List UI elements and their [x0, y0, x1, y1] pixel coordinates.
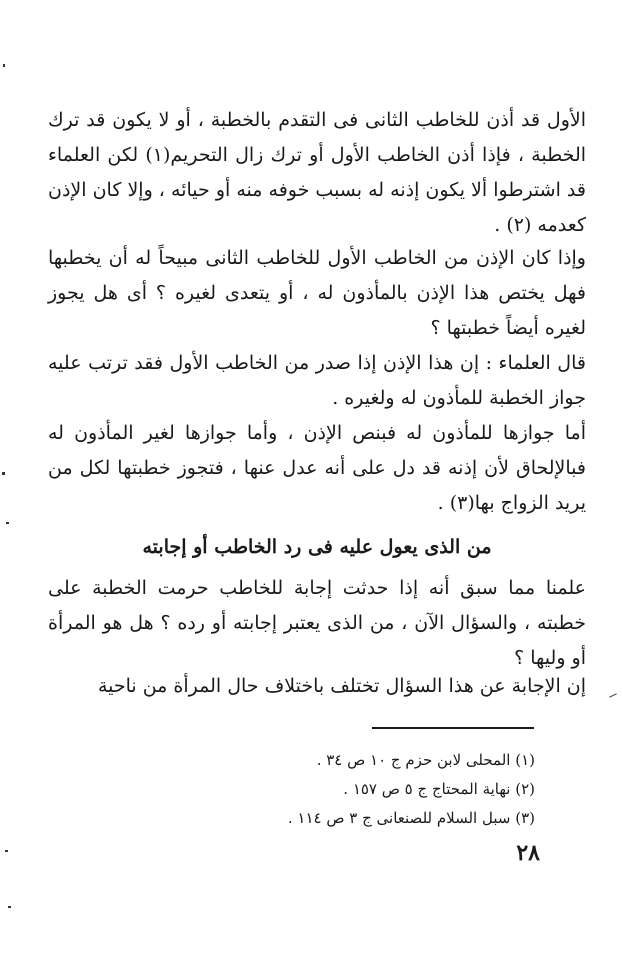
scan-speck [6, 522, 9, 524]
paragraph-2 [48, 241, 586, 346]
scan-speck [3, 64, 5, 67]
footnote-2: (٢) نهاية المحتاج ج ٥ ص ١٥٧ . [343, 780, 535, 798]
paragraph-2-text: وإذا كان الإذن من الخاطب الأول للخاطب الثانى مبيحاً له أن يخطبها فهل يختص هذا الإذن بالمأذون له ، أو يتعدى لغيره ؟ أى هل يجوز لغيره أيضاً خطبتها ؟ [48, 247, 586, 339]
scan-speck [609, 693, 617, 697]
paragraph-1-text: الأول قد أذن للخاطب الثانى فى التقدم بالخطبة ، أو لا يكون قد ترك الخطبة ، فإذا أذن الخاطب الأول أو ترك زال التحريم(١) لكن العلماء قد اشترطوا ألا يكون إذنه له بسبب خوفه منه أو حيائه ، وإلا كان الإذن كعدمه (٢) . [48, 109, 587, 236]
paragraph-6-text: إن الإجابة عن هذا السؤال تختلف باختلاف حال المرأة من ناحية [97, 675, 586, 697]
paragraph-3-text: قال العلماء : إن هذا الإذن إذا صدر من الخاطب الأول فقد ترتب عليه جواز الخطبة للمأذون له ولغيره . [48, 352, 586, 409]
page-number: ٢٨ [516, 840, 540, 866]
footnote-divider [372, 727, 534, 729]
paragraph-1 [48, 103, 586, 243]
section-heading: من الذى يعول عليه فى رد الخاطب أو إجابته [142, 536, 492, 558]
paragraph-4 [48, 416, 586, 521]
footnote-1: (١) المحلى لابن حزم ج ١٠ ص ٣٤ . [316, 751, 535, 769]
footnote-3: (٣) سبل السلام للصنعانى ج ٣ ص ١١٤ . [287, 809, 535, 827]
paragraph-5 [48, 571, 586, 676]
footnotes [200, 746, 535, 833]
scan-speck [8, 906, 11, 908]
scan-speck [5, 850, 8, 852]
scan-speck [2, 472, 5, 475]
paragraph-6 [48, 669, 586, 704]
paragraph-5-text: علمنا مما سبق أنه إذا حدثت إجابة للخاطب حرمت الخطبة على خطبته ، والسؤال الآن ، من الذى يعتبر إجابته أو رده ؟ هل هو المرأة أو وليها ؟ [48, 577, 586, 669]
paragraph-4-text: أما جوازها للمأذون له فبنص الإذن ، وأما جوازها لغير المأذون له فبالإلحاق لأن إذنه قد دل على أنه عدل عنها ، فتجوز خطبتها لكل من يريد الزواج بها(٣) . [48, 422, 586, 514]
paragraph-3 [48, 346, 586, 416]
